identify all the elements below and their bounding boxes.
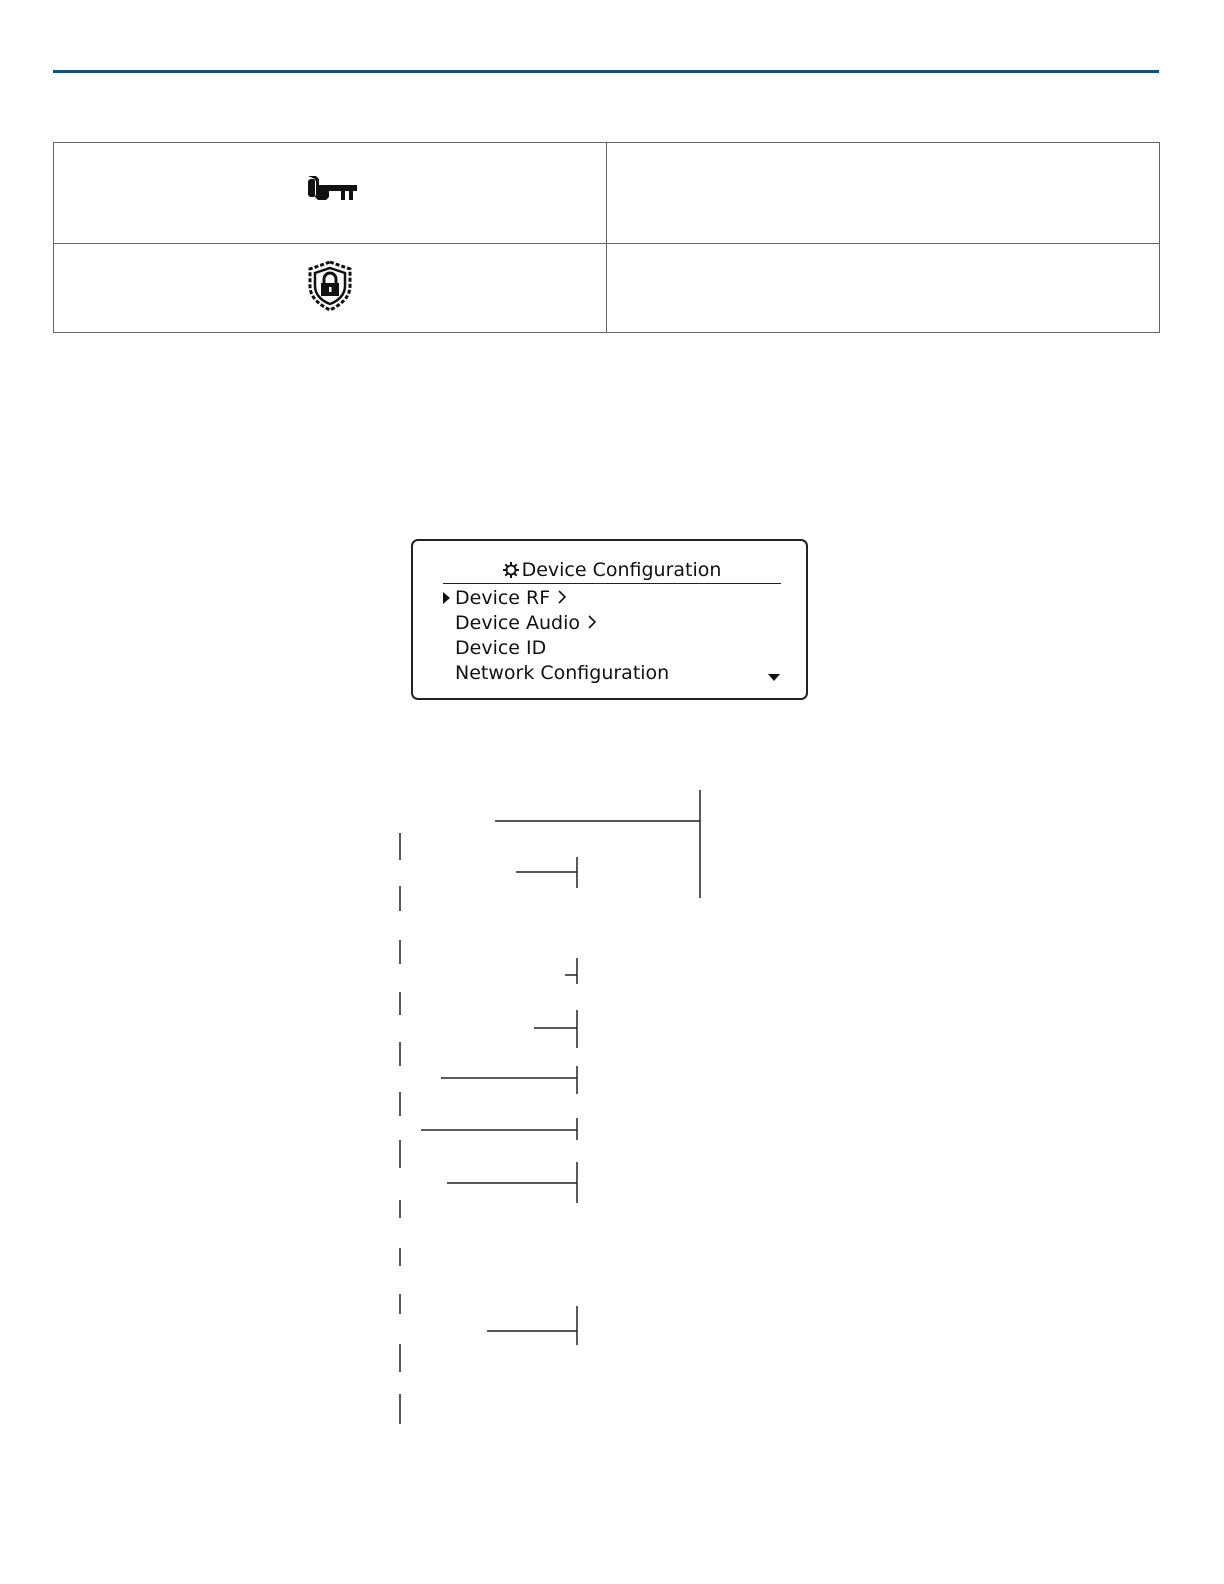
- menu-item-label: Network Configuration: [455, 662, 670, 684]
- menu-item-label: Device Audio: [455, 612, 581, 634]
- menu-item-label: Device RF: [455, 587, 551, 609]
- menu-item-label: Device ID: [455, 637, 547, 659]
- menu-title-text: Device Configuration: [521, 559, 722, 581]
